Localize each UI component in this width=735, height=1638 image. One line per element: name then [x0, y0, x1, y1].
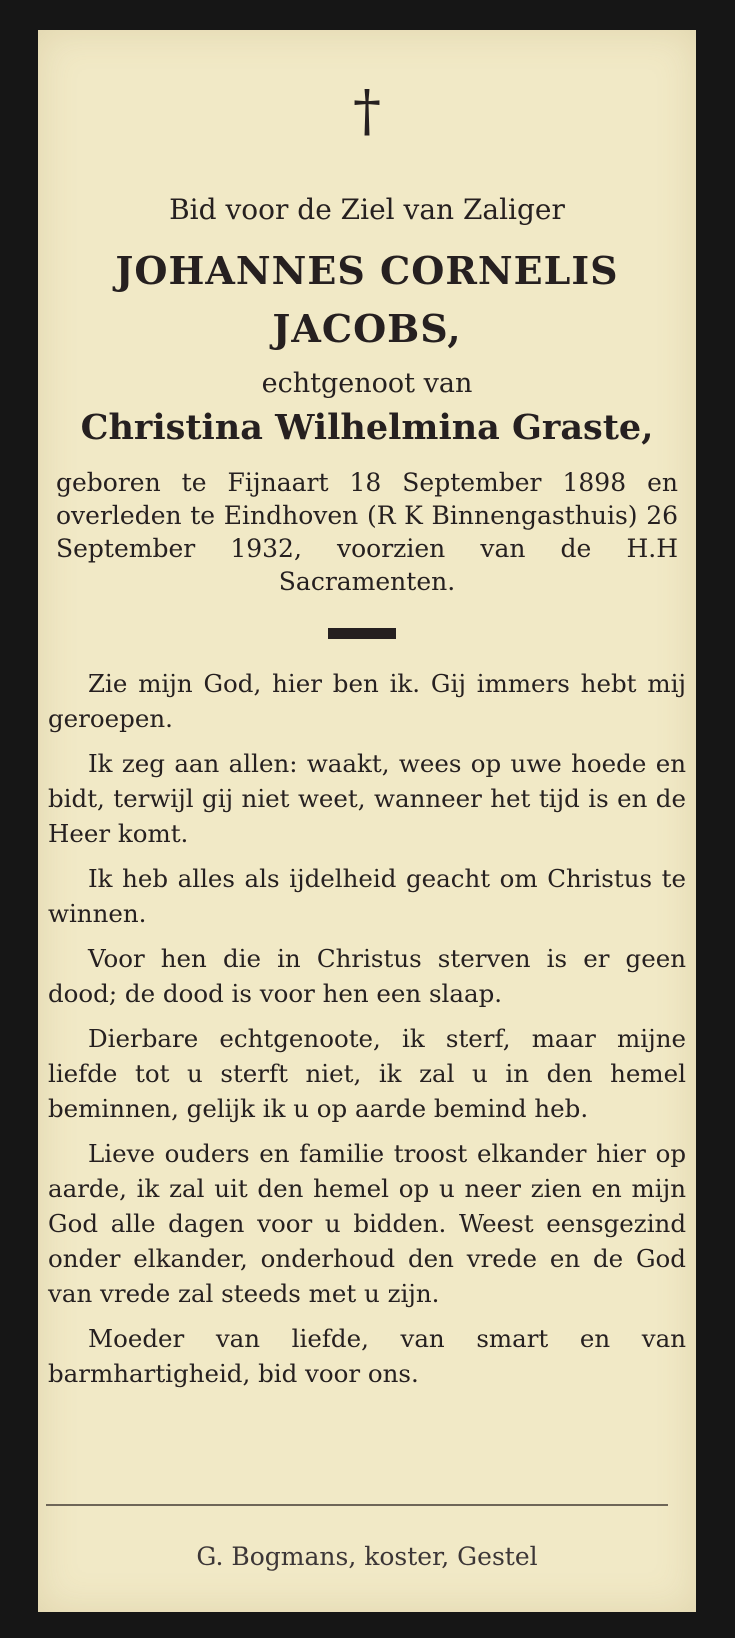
printer-credit: G. Bogmans, koster, Gestel — [196, 1542, 538, 1571]
spouse-intro: echtgenoot van — [261, 368, 473, 399]
invocation-text: Bid voor de Ziel van Zaliger — [169, 193, 565, 226]
memorial-card — [38, 30, 696, 1612]
verse: Moeder van liefde, van smart en van barmhartigheid, bid voor ons. — [48, 1324, 686, 1388]
bio-text: geboren te Fijnaart 18 September 1898 en overleden te Eindhoven (R K Binnengasthuis) 26 September 1932, voorzien van de H.H Sacramenten. — [56, 468, 678, 596]
verse: Ik heb alles als ijdelheid geacht om Christus te winnen. — [48, 864, 686, 928]
verse: Dierbare echtgenoote, ik sterf, maar mijne liefde tot u sterft niet, ik zal u in den hemel beminnen, gelijk ik u op aarde bemind heb. — [48, 1024, 686, 1123]
cross-icon: † — [353, 79, 381, 144]
bottom-rule — [46, 1504, 668, 1506]
verse: Zie mijn God, hier ben ik. Gij immers hebt mij geroepen. — [48, 669, 686, 733]
verse: Lieve ouders en familie troost elkander hier op aarde, ik zal uit den hemel op u neer zien en mijn God alle dagen voor u bidden. Weest eensgezind onder elkander, onderhoud den vrede en de God van vrede zal steeds met u zijn. — [48, 1139, 686, 1308]
divider — [328, 628, 396, 639]
deceased-name-line2: JACOBS, — [272, 306, 462, 351]
spouse-name: Christina Wilhelmina Graste, — [80, 407, 654, 448]
deceased-name-line1: JOHANNES CORNELIS — [115, 248, 619, 293]
verses — [48, 666, 686, 1401]
verse: Ik zeg aan allen: waakt, wees op uwe hoede en bidt, terwijl gij niet weet, wanneer het tijd is en de Heer komt. — [48, 749, 686, 848]
verse: Voor hen die in Christus sterven is er geen dood; de dood is voor hen een slaap. — [48, 944, 686, 1008]
